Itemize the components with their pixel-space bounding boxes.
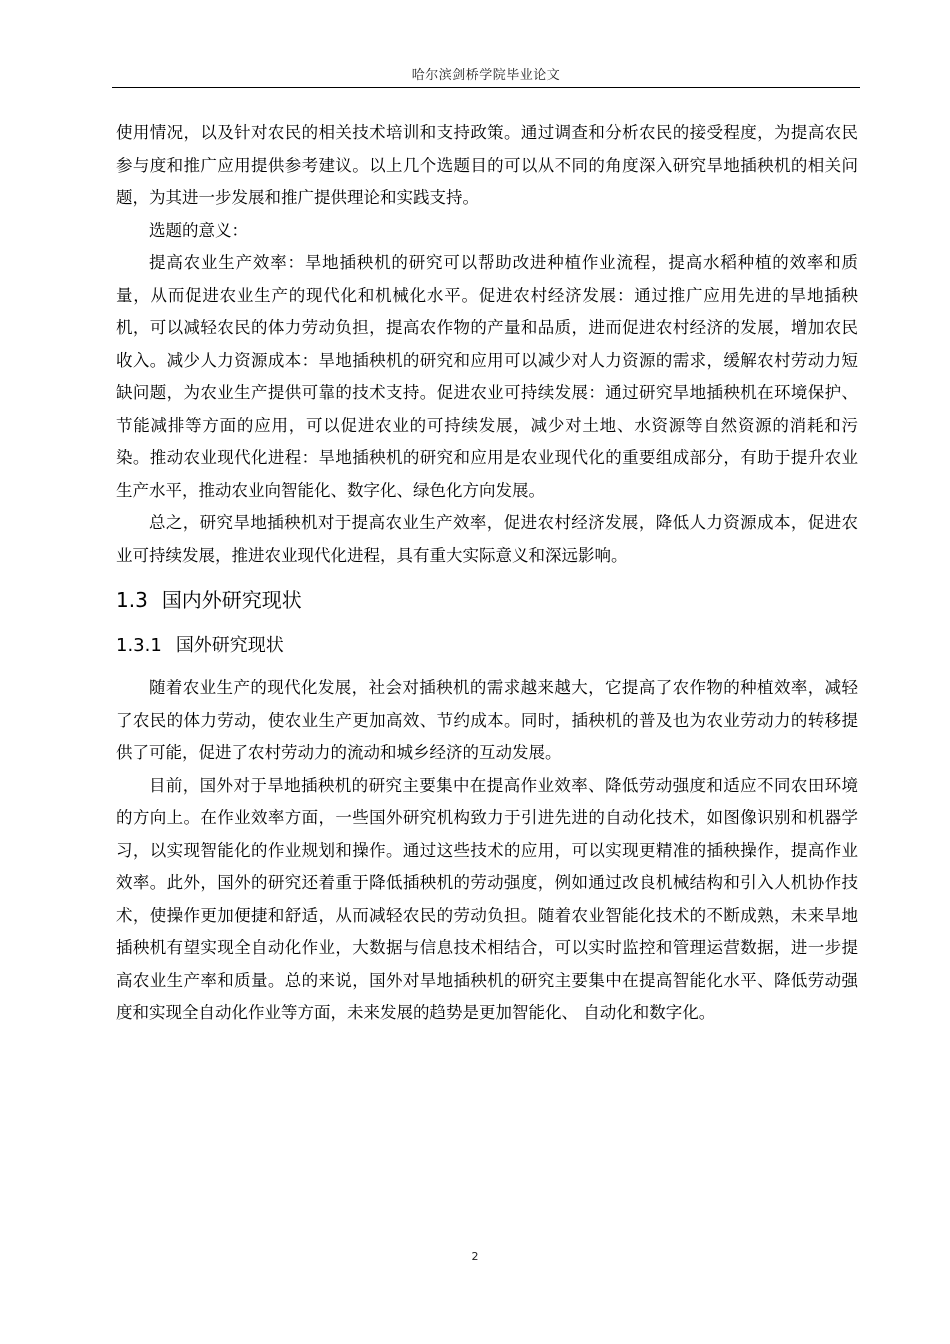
- document-body: [116, 117, 858, 1030]
- paragraph-foreign-research: 目前，国外对于旱地插秧机的研究主要集中在提高作业效率、降低劳动强度和适应不同农田环境的方向上。在作业效率方面，一些国外研究机构致力于引进先进的自动化技术，如图像识别和机器学习，以实现智能化的作业规划和操作。通过这些技术的应用，可以实现更精准的插秧操作，提高作业效率。此外，国外的研究还着重于降低插秧机的劳动强度，例如通过改良机械结构和引入人机协作技术，使操作更加便捷和舒适，从而减轻农民的劳动负担。随着农业智能化技术的不断成熟，未来旱地插秧机有望实现全自动化作业，大数据与信息技术相结合，可以实时监控和管理运营数据，进一步提高农业生产率和质量。总的来说，国外对旱地插秧机的研究主要集中在提高智能化水平、降低劳动强度和实现全自动化作业等方面，未来发展的趋势是更加智能化、 自动化和数字化。: [116, 775, 858, 1022]
- running-header: 哈尔滨剑桥学院毕业论文: [411, 68, 561, 83]
- subsection-title: 国外研究现状: [175, 635, 284, 656]
- paragraph-significance-label: 选题的意义：: [149, 220, 248, 240]
- subsection-number: 1.3.1: [116, 635, 162, 656]
- section-number: 1.3: [116, 588, 148, 612]
- section-heading-1-3: [116, 580, 858, 620]
- paragraph-foreign-background: 随着农业生产的现代化发展，社会对插秧机的需求越来越大，它提高了农作物的种植效率，减轻了农民的体力劳动，使农业生产更加高效、节约成本。同时，插秧机的普及也为农业劳动力的转移提供了可能，促进了农村劳动力的流动和城乡经济的互动发展。: [116, 678, 858, 762]
- section-title: 国内外研究现状: [161, 588, 302, 612]
- section-heading-1-3-1: [116, 626, 858, 666]
- header-divider: [112, 87, 860, 88]
- paragraph-significance: 提高农业生产效率：旱地插秧机的研究可以帮助改进种植作业流程，提高水稻种植的效率和质量，从而促进农业生产的现代化和机械化水平。促进农村经济发展：通过推广应用先进的旱地插秧机，可以减轻农民的体力劳动负担，提高农作物的产量和品质，进而促进农村经济的发展，增加农民收入。减少人力资源成本：旱地插秧机的研究和应用可以减少对人力资源的需求，缓解农村劳动力短缺问题，为农业生产提供可靠的技术支持。促进农业可持续发展：通过研究旱地插秧机在环境保护、节能减排等方面的应用，可以促进农业的可持续发展，减少对土地、水资源等自然资源的消耗和污染。推动农业现代化进程：旱地插秧机的研究和应用是农业现代化的重要组成部分，有助于提升农业生产水平，推动农业向智能化、数字化、绿色化方向发展。: [116, 253, 858, 500]
- paragraph-summary: 总之，研究旱地插秧机对于提高农业生产效率，促进农村经济发展，降低人力资源成本，促进农业可持续发展，推进农业现代化进程，具有重大实际意义和深远影响。: [116, 513, 858, 565]
- paragraph-continuation: 使用情况，以及针对农民的相关技术培训和支持政策。通过调查和分析农民的接受程度，为提高农民参与度和推广应用提供参考建议。以上几个选题目的可以从不同的角度深入研究旱地插秧机的相关问题，为其进一步发展和推广提供理论和实践支持。: [116, 123, 858, 207]
- page-number: 2: [471, 1250, 479, 1263]
